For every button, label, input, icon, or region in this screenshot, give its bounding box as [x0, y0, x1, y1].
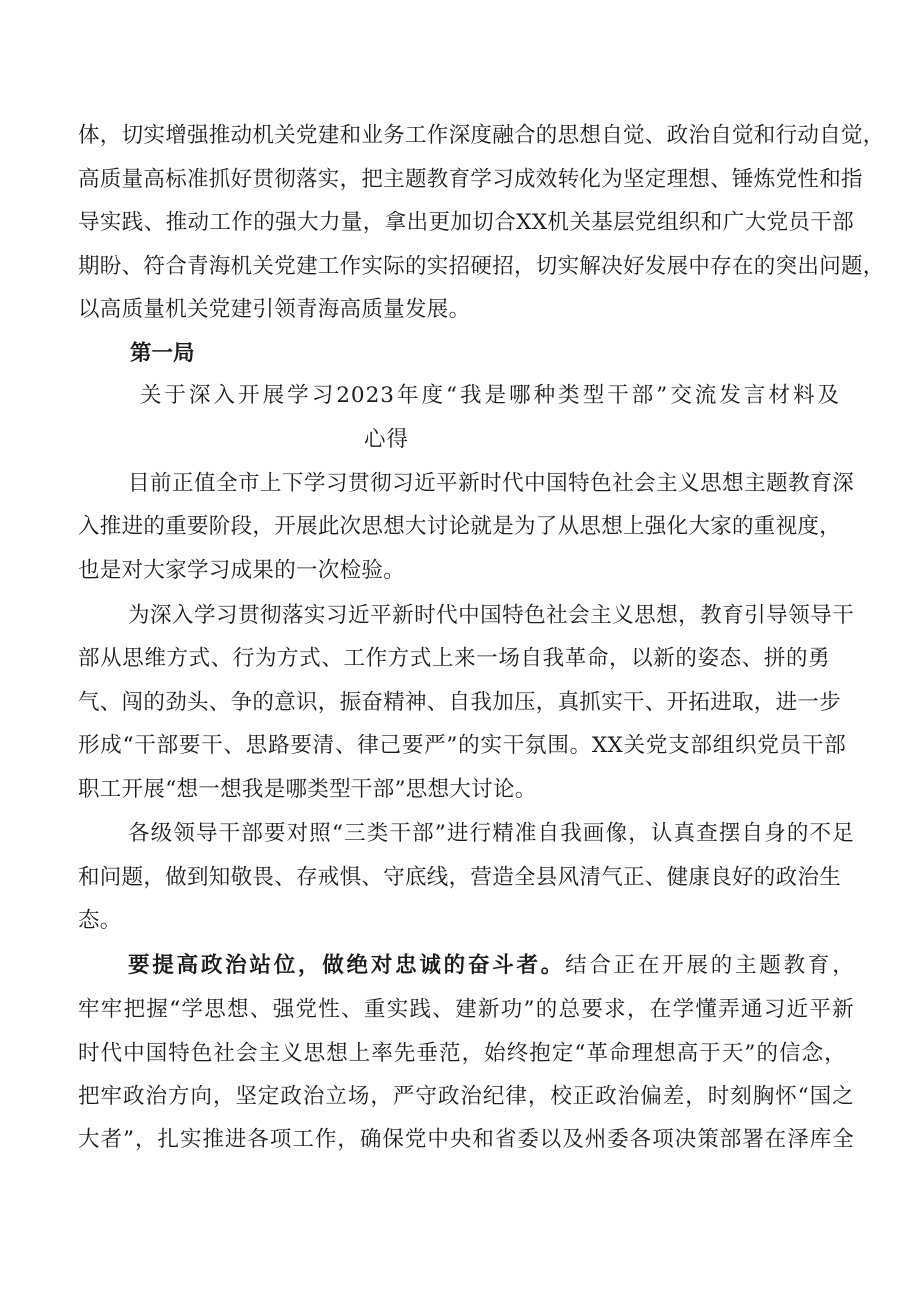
- paragraph4-line-2: 牢牢把握“学思想、强党性、重实践、建新功”的总要求，在学懂弄通习近平新: [78, 997, 854, 1022]
- paragraph2-line-5: 职工开展“想一想我是哪类型干部”思想大讨论。: [78, 777, 537, 802]
- paragraph4-line-3: 时代中国特色社会主义思想上率先垂范，始终抱定“革命理想高于天”的信念，: [78, 1041, 846, 1066]
- paragraph3-line-3: 态。: [78, 908, 122, 933]
- paragraph4-line-5: 大者”，扎实推进各项工作，确保党中央和省委以及州委各项决策部署在泽库全: [78, 1127, 854, 1152]
- paragraph1-line-3: 也是对大家学习成果的一次检验。: [78, 558, 406, 583]
- paragraph2-line-1: 为深入学习贯彻落实习近平新时代中国特色社会主义思想，教育引导领导干: [128, 603, 854, 628]
- paragraph4-line-4: 把牢政治方向，坚定政治立场，严守政治纪律，校正政治偏差，时刻胸怀“国之: [78, 1084, 854, 1109]
- paragraph4-lead-rest: 结合正在开展的主题教育，: [565, 953, 854, 978]
- paragraph2-line-2: 部从思维方式、行为方式、工作方式上来一场自我革命，以新的姿态、拼的勇: [78, 646, 830, 671]
- intro-line-5: 以高质量机关党建引领青海高质量发展。: [78, 297, 471, 322]
- paragraph4-lead-bold: 要提高政治站位，做绝对忠诚的奋斗者。: [128, 953, 566, 978]
- paragraph4-line-1: [128, 944, 854, 988]
- intro-line-3: 导实践、推动工作的强大力量，拿出更加切合XX机关基层党组织和广大党员干部: [78, 210, 854, 235]
- paragraph2-line-3: 气、闯的劲头、争的意识，振奋精神、自我加压，真抓实干、开拓进取，进一步: [78, 690, 842, 715]
- intro-line-1: 体，切实增强推动机关党建和业务工作深度融合的思想自觉、政治自觉和行动自觉，: [78, 123, 885, 148]
- document-title-line-2: 心得: [364, 427, 410, 452]
- paragraph2-line-4: 形成“干部要干、思路要清、律己要严”的实干氛围。XX关党支部组织党员干部: [78, 733, 846, 758]
- paragraph1-line-2: 入推进的重要阶段，开展此次思想大讨论就是为了从思想上强化大家的重视度，: [78, 514, 842, 539]
- section-heading: 第一局: [130, 341, 195, 366]
- paragraph1-line-1: 目前正值全市上下学习贯彻习近平新时代中国特色社会主义思想主题教育深: [128, 471, 854, 496]
- paragraph3-line-1: 各级领导干部要对照“三类干部”进行精准自我画像，认真查摆自身的不足: [128, 821, 854, 846]
- document-title-line-1: 关于深入开展学习2023年度“我是哪种类型干部”交流发言材料及: [140, 383, 840, 408]
- intro-line-4: 期盼、符合青海机关党建工作实际的实招硬招，切实解决好发展中存在的突出问题，: [78, 254, 885, 279]
- paragraph3-line-2: 和问题，做到知敬畏、存戒惧、守底线，营造全县风清气正、健康良好的政治生: [78, 865, 842, 890]
- intro-line-2: 高质量高标准抓好贯彻落实，把主题教育学习成效转化为坚定理想、锤炼党性和指: [78, 167, 863, 192]
